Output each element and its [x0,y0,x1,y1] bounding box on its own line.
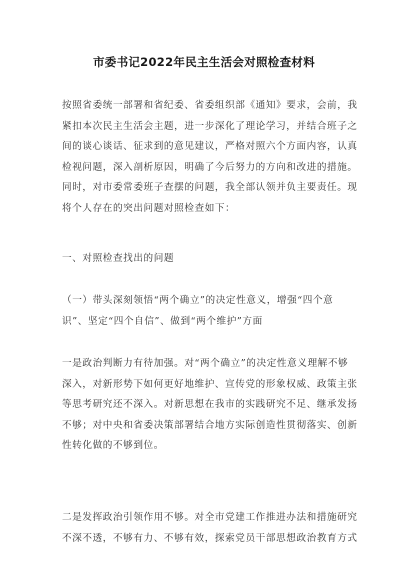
text-line: 性转化做的不够到位。 [62,440,164,451]
text-line: 按照省委统一部署和省纪委、省委组织部《通知》要求，会前，我 [62,100,358,111]
text-line: 不深不透，不够有力、不够有效，探索党员干部思想政治教育方式 [62,532,358,544]
point-one-paragraph [62,354,358,457]
document-title: 市委书记2022年民主生活会对照检查材料 [92,55,315,69]
text-line: 一是政治判断力有待加强。对“两个确立”的决定性意义理解不够 [62,358,349,369]
text-line: 间的谈心谈话、征求到的意见建议，严格对照六个方面内容，认真 [62,141,358,152]
point-two-paragraph [62,508,358,549]
text-line: 紧扣本次民主生活会主题，进一步深化了理论学习，并结合班子之 [62,120,358,132]
section-heading: 一、对照检查找出的问题 [62,253,175,264]
text-line: 将个人存在的突出问题对照检查如下： [62,202,236,214]
text-line: 识”、坚定“四个自信”、做到“两个维护”方面 [62,315,263,327]
intro-paragraph [62,96,358,219]
text-line: 检视问题，深入剖析原因，明确了今后努力的方向和改进的措施。 [62,161,358,173]
text-line: 同时，对市委常委班子查摆的问题，我全部认领并负主要责任。现 [62,182,358,193]
text-line: 二是发挥政治引领作用不够。对全市党建工作推进办法和措施研究 [62,512,358,523]
subsection-heading [62,291,348,332]
text-line: 等思考研究还不深入。对新思想在我市的实践研究不足、继承发扬 [62,399,358,410]
text-line: 深入，对新形势下如何更好地维护、宣传党的形象权威、政策主张 [62,378,358,390]
text-line: 不够；对中央和省委决策部署结合地方实际创造性贯彻落实、创新 [62,419,358,431]
text-line: （一）带头深刻领悟“两个确立”的决定性意义，增强“四个意 [62,295,334,306]
